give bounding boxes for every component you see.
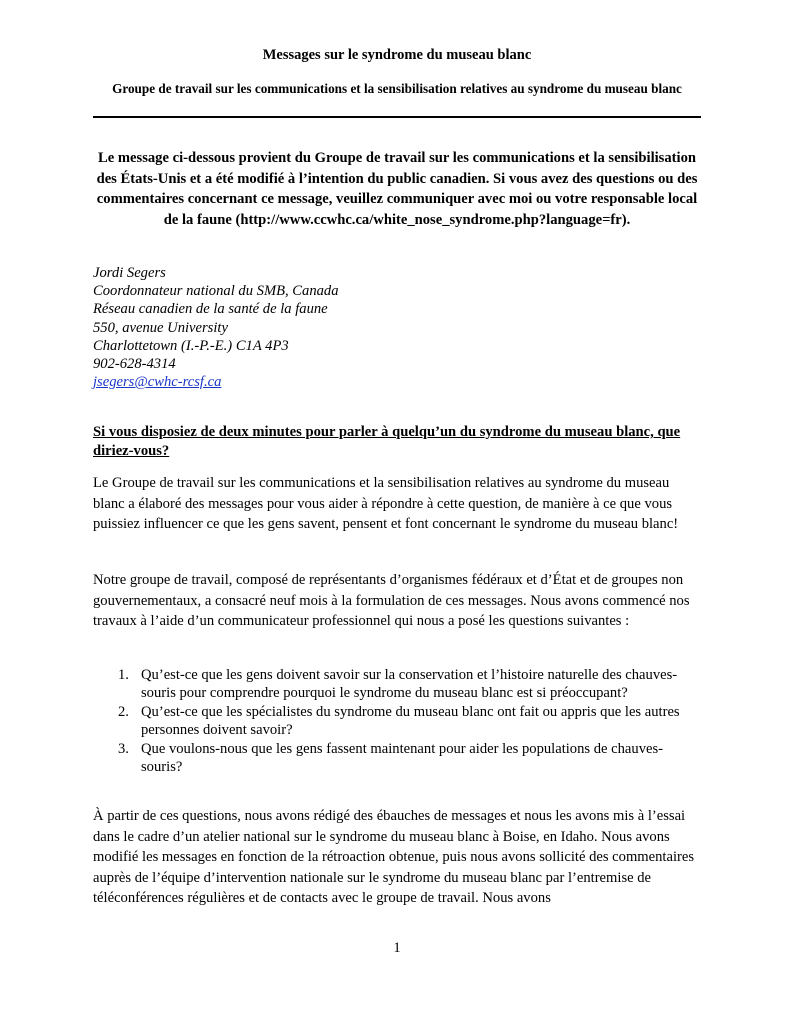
document-title: Messages sur le syndrome du museau blanc: [262, 47, 532, 63]
list-item: [93, 666, 701, 703]
document-subtitle: Groupe de travail sur les communications et la sensibilisation relatives au syndrome du museau blanc: [112, 81, 682, 96]
list-item: [93, 703, 701, 740]
list-item-number: 1.: [118, 667, 129, 683]
paragraph-2: Notre groupe de travail, composé de représentants d’organismes fédéraux et d’État et de groupes non gouvernementaux, a consacré neuf mois à la formulation de ces messages. Nous avons commencé nos travaux à l’aide d’un communicateur professionnel qui nous a posé les questions suivantes :: [93, 572, 690, 629]
page-number: 1: [393, 940, 401, 956]
questions-list: [93, 666, 701, 776]
contact-phone: 902-628-4314: [93, 356, 176, 373]
question-heading: Si vous disposiez de deux minutes pour parler à quelqu’un du syndrome du museau blanc, que diriez-vous?: [93, 424, 681, 459]
contact-street: 550, avenue University: [93, 319, 228, 336]
contact-block: [93, 264, 493, 391]
contact-city: Charlottetown (I.-P.-E.) C1A 4P3: [93, 337, 289, 354]
list-item-text: Qu’est-ce que les gens doivent savoir sur la conservation et l’histoire naturelle des chauves-souris pour comprendre pourquoi le syndrome du museau blanc est si préoccupant?: [141, 667, 678, 702]
contact-email-link[interactable]: jsegers@cwhc-rcsf.ca: [93, 374, 222, 391]
header-divider: [93, 116, 701, 118]
contact-role: Coordonnateur national du SMB, Canada: [93, 283, 339, 300]
list-item: [93, 740, 701, 777]
list-item-text: Que voulons-nous que les gens fassent maintenant pour aider les populations de chauves-souris?: [141, 740, 664, 776]
contact-name: Jordi Segers: [93, 265, 166, 281]
list-item-number: 3.: [118, 740, 129, 757]
contact-organization: Réseau canadien de la santé de la faune: [93, 301, 328, 318]
paragraph-1: Le Groupe de travail sur les communications et la sensibilisation relatives au syndrome du museau blanc a élaboré des messages pour vous aider à répondre à cette question, de manière à ce que vous puissiez influencer ce que les gens savent, pensent et font concernant le syndrome du museau blanc!: [93, 475, 679, 532]
list-item-text: Qu’est-ce que les spécialistes du syndrome du museau blanc ont fait ou appris que les autres personnes doivent savoir?: [141, 703, 680, 739]
paragraph-3: À partir de ces questions, nous avons rédigé des ébauches de messages et nous les avons mis à l’essai dans le cadre d’un atelier national sur le syndrome du museau blanc à Boise, en Idaho. Nous avons modifié les messages en fonction de la rétroaction obtenue, puis nous avons sollicité des commentaires auprès de l’équipe d’intervention nationale sur le syndrome du museau blanc par l’entremise de téléconférences régulières et de contacts avec le groupe de travail. Nous avons: [93, 808, 695, 906]
intro-notice: Le message ci-dessous provient du Groupe de travail sur les communications et la sensibilisation des États-Unis et a été modifié à l’intention du public canadien. Si vous avez des questions ou des commentaires concernant ce message, veuillez communiquer avec moi ou votre responsable local de la faune (http://www.ccwhc.ca/white_nose_syndrome.php?language=fr).: [96, 150, 698, 228]
list-item-number: 2.: [118, 703, 129, 720]
